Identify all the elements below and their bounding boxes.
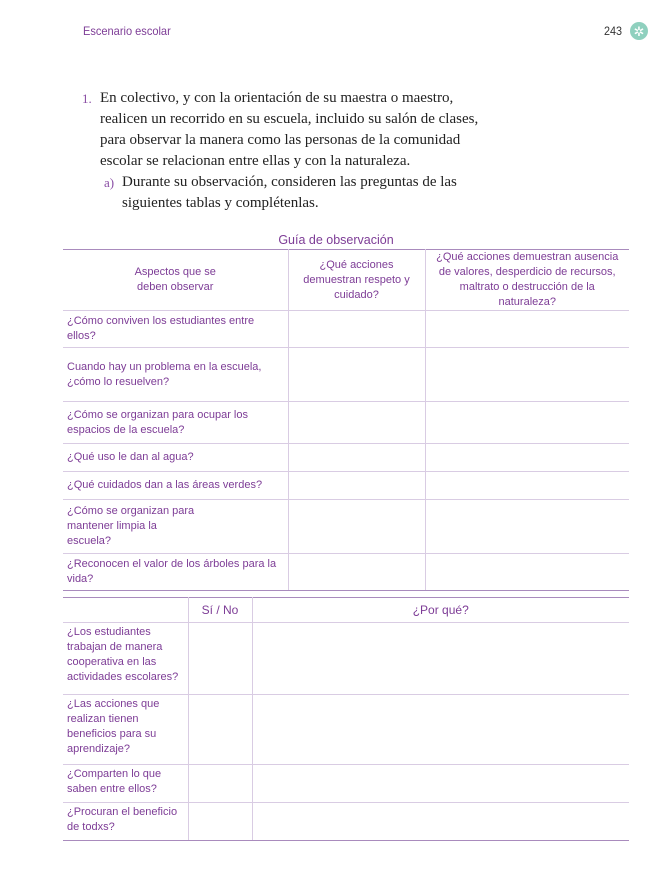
table-row [63, 554, 629, 591]
column-header-empty [63, 598, 188, 623]
instruction-number: 1. [82, 91, 92, 106]
question-cell: ¿Procuran el beneficio de todxs? [63, 803, 188, 841]
answer-cell[interactable] [188, 623, 252, 695]
question-cell: ¿Reconocen el valor de los árboles para la vida? [63, 554, 288, 591]
yes-no-table [63, 597, 629, 841]
subitem-line: Durante su observación, consideren las preguntas de las [122, 174, 457, 190]
answer-cell[interactable] [288, 402, 425, 444]
answer-cell[interactable] [288, 311, 425, 348]
question-cell: ¿Cómo se organizan para mantener limpia la escuela? [63, 500, 288, 554]
answer-cell[interactable] [188, 803, 252, 841]
question-cell: Cuando hay un problema en la escuela, ¿cómo lo resuelven? [63, 348, 288, 402]
observation-guide-table [63, 249, 629, 591]
instruction-line: para observar la manera como las personas de la comunidad [100, 132, 461, 148]
table-row [63, 311, 629, 348]
table-row [63, 444, 629, 472]
table-row [63, 348, 629, 402]
table-row [63, 623, 629, 695]
subitem-line: siguientes tablas y complétenlas. [122, 195, 319, 211]
column-header: Aspectos que se deben observar [63, 250, 288, 311]
instructions [82, 88, 512, 214]
answer-cell[interactable] [425, 472, 629, 500]
answer-cell[interactable] [425, 444, 629, 472]
table-header-row [63, 250, 629, 311]
answer-cell[interactable] [288, 348, 425, 402]
answer-cell[interactable] [252, 695, 629, 765]
answer-cell[interactable] [288, 554, 425, 591]
instruction-line: escolar se relacionan entre ellas y con la naturaleza. [100, 153, 411, 169]
question-cell: ¿Cómo conviven los estudiantes entre ellos? [63, 311, 288, 348]
column-header: ¿Qué acciones demuestran ausencia de valores, desperdicio de recursos, maltrato o destrucción de la naturaleza? [425, 250, 629, 311]
instruction-line: realicen un recorrido en su escuela, incluido su salón de clases, [100, 111, 479, 127]
table-row [63, 402, 629, 444]
gear-icon: ✲ [630, 22, 648, 40]
question-cell: ¿Qué cuidados dan a las áreas verdes? [63, 472, 288, 500]
answer-cell[interactable] [288, 500, 425, 554]
instruction-line: En colectivo, y con la orientación de su maestra o maestro, [100, 90, 454, 106]
section-title: Escenario escolar [83, 24, 171, 38]
answer-cell[interactable] [425, 554, 629, 591]
answer-cell[interactable] [252, 803, 629, 841]
answer-cell[interactable] [425, 402, 629, 444]
answer-cell[interactable] [288, 444, 425, 472]
column-header: ¿Por qué? [252, 598, 629, 623]
question-cell: ¿Los estudiantes trabajan de manera cooperativa en las actividades escolares? [63, 623, 188, 695]
table-row [63, 695, 629, 765]
table-row [63, 472, 629, 500]
table-row [63, 803, 629, 841]
column-header: Sí / No [188, 598, 252, 623]
question-cell: ¿Cómo se organizan para ocupar los espacios de la escuela? [63, 402, 288, 444]
answer-cell[interactable] [425, 348, 629, 402]
table-row [63, 765, 629, 803]
answer-cell[interactable] [188, 765, 252, 803]
question-cell: ¿Qué uso le dan al agua? [63, 444, 288, 472]
table-row [63, 500, 629, 554]
column-header: ¿Qué acciones demuestran respeto y cuidado? [288, 250, 425, 311]
answer-cell[interactable] [188, 695, 252, 765]
answer-cell[interactable] [252, 765, 629, 803]
answer-cell[interactable] [252, 623, 629, 695]
answer-cell[interactable] [425, 500, 629, 554]
answer-cell[interactable] [288, 472, 425, 500]
subitem-letter: a) [104, 175, 115, 190]
question-cell: ¿Comparten lo que saben entre ellos? [63, 765, 188, 803]
instruction-item-1 [82, 88, 512, 172]
instruction-subitem-a [82, 172, 512, 214]
question-cell: ¿Las acciones que realizan tienen beneficios para su aprendizaje? [63, 695, 188, 765]
table-header-row [63, 598, 629, 623]
page-number: 243 [603, 24, 622, 38]
answer-cell[interactable] [425, 311, 629, 348]
guide-table-title: Guía de observación [278, 233, 394, 247]
